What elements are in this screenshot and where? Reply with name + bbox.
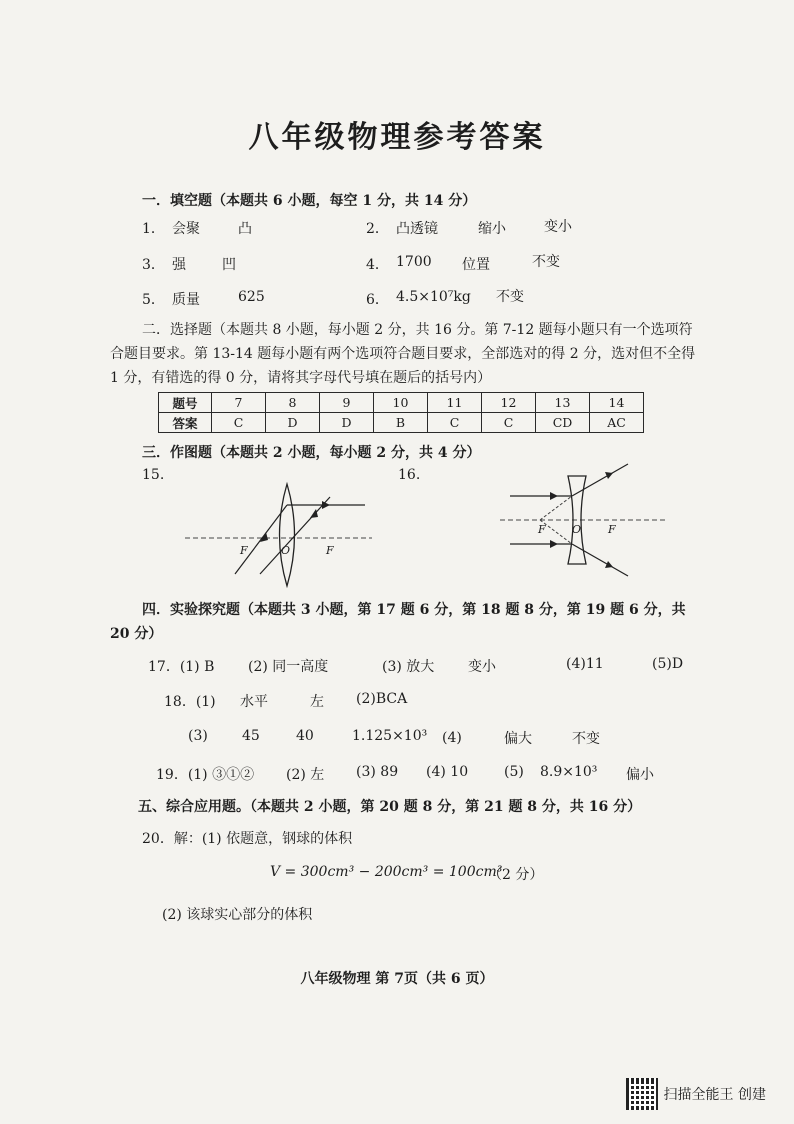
s1-q4-num: 4． [366, 257, 389, 273]
q18-part4: (4) [442, 730, 462, 746]
q18-part4a: 偏大 [504, 731, 532, 747]
table-cell: D [320, 413, 374, 433]
table-cell: 12 [482, 393, 536, 413]
table-row [159, 393, 644, 413]
convex-lens-diagram [180, 480, 380, 590]
arrow-icon [605, 561, 613, 568]
focus-label-right: F [326, 544, 334, 557]
q19-part4: (4) 10 [426, 764, 469, 780]
q17-part4: (4)11 [566, 656, 604, 672]
q19-part3: (3) 89 [356, 764, 399, 780]
page-footer: 八年级物理 第 7页（共 6 页） [300, 971, 494, 987]
arrow-icon [260, 532, 268, 542]
q15-label: 15. [142, 467, 165, 483]
center-label: O [281, 544, 291, 557]
table-cell: 14 [590, 393, 644, 413]
concave-lens-diagram [500, 458, 670, 588]
q17-part1: 17．(1) B [148, 659, 215, 675]
q17-part5: (5)D [652, 656, 684, 672]
convex-lens [280, 484, 295, 586]
s1-q2-a2: 缩小 [478, 221, 506, 237]
s1-q6-a1: 4.5×10⁷kg [396, 289, 471, 305]
table-cell: B [374, 413, 428, 433]
q17-part3b: 变小 [468, 659, 496, 675]
ray [260, 497, 330, 574]
q17-part3: (3) 放大 [382, 659, 435, 675]
q18-part2: (2)BCA [356, 691, 408, 707]
q17-part2: (2) 同一高度 [248, 659, 329, 675]
q16-label: 16. [398, 467, 421, 483]
s1-q2-a3: 变小 [544, 219, 572, 235]
focus-label-left: F [240, 544, 248, 557]
s1-q6-a2: 不变 [496, 289, 524, 305]
q18-part4b: 不变 [572, 731, 600, 747]
s1-q5-num: 5． [142, 292, 165, 308]
s1-q3-num: 3． [142, 257, 165, 273]
ray [572, 464, 628, 496]
table-row [159, 413, 644, 433]
q20-score: （2 分） [488, 867, 544, 883]
q19-part2: (2) 左 [286, 767, 325, 783]
q18-part3b: 40 [296, 728, 314, 744]
s1-q2-a1: 凸透镜 [396, 221, 438, 237]
section1-heading: 一．填空题（本题共 6 小题，每空 1 分，共 14 分） [142, 193, 477, 209]
q19-part5: (5) [504, 764, 524, 780]
q18-part3: (3) [188, 728, 208, 744]
q18-part3c: 1.125×10³ [352, 728, 428, 744]
s1-q1-num: 1． [142, 221, 165, 237]
watermark-text: 扫描全能王 创建 [663, 1087, 766, 1103]
focus-label-left: F [538, 523, 546, 536]
s1-q5-a1: 质量 [172, 292, 200, 308]
s1-q4-a1: 1700 [396, 254, 432, 270]
center-label: O [572, 523, 582, 536]
arrow-icon [310, 509, 318, 518]
table-header-cell: 题号 [159, 393, 212, 413]
section2-heading: 二．选择题（本题共 8 小题，每小题 2 分，共 16 分。第 7-12 题每小题只有一个选项符合题目要求。第 13-14 题每小题有两个选项符合题目要求，全部选对的得 2 分，选对但不全得 1 分，有错选的得 0 分，请将其字母代号填在题后的括号内） [110, 322, 696, 386]
table-header-cell: 答案 [159, 413, 212, 433]
ray [572, 544, 628, 576]
table-cell: 9 [320, 393, 374, 413]
table-cell: CD [536, 413, 590, 433]
q18-part1: 18．(1) [164, 694, 216, 710]
s1-q4-a2: 位置 [462, 257, 490, 273]
table-cell: 8 [266, 393, 320, 413]
arrow-icon [550, 540, 558, 548]
table-cell: 11 [428, 393, 482, 413]
q18-part1b: 左 [310, 694, 324, 710]
table-cell: AC [590, 413, 644, 433]
focus-label-right: F [608, 523, 616, 536]
table-cell: C [428, 413, 482, 433]
table-cell: D [266, 413, 320, 433]
s1-q3-a1: 强 [172, 257, 186, 273]
s1-q1-a2: 凸 [238, 221, 252, 237]
q20-equation: V = 300cm³ − 200cm³ = 100cm³ [270, 864, 503, 880]
table-cell: 13 [536, 393, 590, 413]
q19-part1: 19．(1) ③①② [156, 767, 255, 783]
q20-part2: (2) 该球实心部分的体积 [162, 907, 313, 923]
s1-q1-a1: 会聚 [172, 221, 200, 237]
scanner-watermark [626, 1078, 766, 1110]
arrow-icon [550, 492, 558, 500]
s1-q4-a3: 不变 [532, 254, 560, 270]
table-cell: 7 [212, 393, 266, 413]
extension-line [540, 496, 572, 520]
section5-heading: 五、综合应用题。（本题共 2 小题，第 20 题 8 分，第 21 题 8 分，共 16 分） [138, 799, 642, 815]
s1-q2-num: 2． [366, 221, 389, 237]
section4-heading: 四．实验探究题（本题共 3 小题，第 17 题 6 分，第 18 题 8 分，第 19 题 6 分，共 20 分） [110, 602, 686, 642]
table-cell: C [212, 413, 266, 433]
table-cell: C [482, 413, 536, 433]
qr-code-icon [626, 1078, 658, 1110]
q19-part5a: 8.9×10³ [540, 764, 598, 780]
arrow-icon [605, 472, 613, 479]
q18-part3a: 45 [242, 728, 260, 744]
s1-q5-a2: 625 [238, 289, 265, 305]
table-cell: 10 [374, 393, 428, 413]
s1-q3-a2: 凹 [222, 257, 236, 273]
s1-q6-num: 6． [366, 292, 389, 308]
q19-part5b: 偏小 [626, 767, 654, 783]
answer-table [158, 392, 644, 433]
q20-intro: 20．解：(1) 依题意，钢球的体积 [142, 831, 353, 847]
section3-heading: 三．作图题（本题共 2 小题，每小题 2 分，共 4 分） [142, 445, 481, 461]
page-title: 八年级物理参考答案 [248, 120, 546, 155]
q18-part1a: 水平 [240, 694, 268, 710]
